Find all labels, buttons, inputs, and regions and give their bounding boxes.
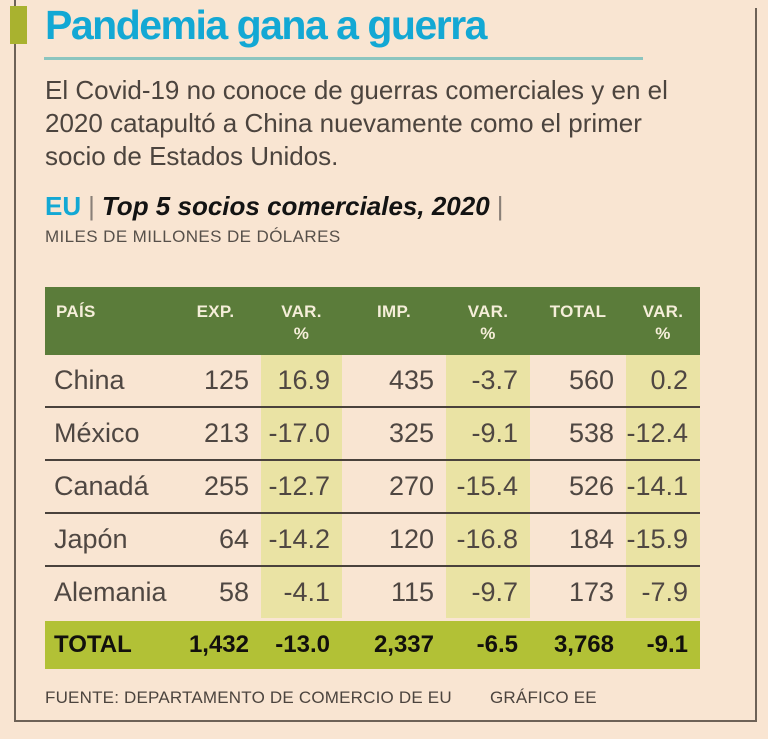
cell-var-exp: -14.2 <box>261 514 342 565</box>
cell-var-exp: -12.7 <box>261 461 342 512</box>
source-label: FUENTE: DEPARTAMENTO DE COMERCIO DE EU <box>45 688 452 707</box>
table-row-japon <box>45 512 700 565</box>
cell-var-total: 0.2 <box>626 355 700 406</box>
cell-var-imp: -9.1 <box>446 408 530 459</box>
frame-left-line <box>14 0 16 721</box>
col-header-exp-label: EXP. <box>196 302 235 321</box>
cell-var-total: -14.1 <box>626 461 700 512</box>
total-total: 3,768 <box>553 631 614 658</box>
subtitle-label: Top 5 socios comerciales, 2020 <box>101 191 490 221</box>
col-header-pais-label: PAÍS <box>56 302 96 321</box>
col-header-var-imp-label: VAR. <box>467 302 509 321</box>
cell-exp: 58 <box>218 577 249 607</box>
table-header-row <box>45 287 700 355</box>
total-var-total: -9.1 <box>646 631 688 658</box>
frame-right-line <box>755 8 757 721</box>
cell-total: 184 <box>568 524 614 554</box>
col-header-var-total-pct: % <box>655 324 671 343</box>
table-total-row <box>45 621 700 669</box>
cell-var-imp: -3.7 <box>446 355 530 406</box>
col-header-var-exp <box>261 287 342 355</box>
credit-label: GRÁFICO EE <box>490 688 597 707</box>
cell-exp: 255 <box>203 471 249 501</box>
table-row-mexico <box>45 406 700 459</box>
cell-total: 560 <box>568 365 614 395</box>
cell-var-imp: -9.7 <box>446 567 530 618</box>
cell-imp: 115 <box>390 577 434 607</box>
cell-pais: Canadá <box>54 471 149 501</box>
cell-total: 538 <box>568 418 614 448</box>
col-header-pais <box>45 287 170 355</box>
col-header-var-total-label: VAR. <box>642 302 684 321</box>
subtitle-pipe-2: | <box>496 191 504 221</box>
col-header-var-imp-pct: % <box>480 324 496 343</box>
cell-imp: 120 <box>388 524 434 554</box>
cell-var-exp: -4.1 <box>261 567 342 618</box>
frame-bottom-line <box>14 720 757 722</box>
title-underline <box>44 57 643 60</box>
cell-exp: 125 <box>203 365 249 395</box>
table-row-china <box>45 355 700 406</box>
cell-exp: 213 <box>203 418 249 448</box>
subtitle-pipe-1: | <box>88 191 95 221</box>
cell-var-imp: -16.8 <box>446 514 530 565</box>
cell-pais: México <box>54 418 140 448</box>
cell-var-exp: -17.0 <box>261 408 342 459</box>
col-header-var-exp-label: VAR. <box>281 302 322 321</box>
col-header-total-label: TOTAL <box>549 302 607 321</box>
total-var-exp: -13.0 <box>275 631 330 658</box>
col-header-var-exp-pct: % <box>293 324 310 343</box>
cell-var-exp: 16.9 <box>261 355 342 406</box>
subtitle-region: EU <box>45 191 82 221</box>
units-label: MILES DE MILLONES DE DÓLARES <box>45 227 341 246</box>
col-header-imp <box>342 287 446 355</box>
col-header-exp <box>170 287 261 355</box>
cell-total: 173 <box>568 577 614 607</box>
total-label: TOTAL <box>54 631 132 658</box>
cell-pais: Alemania <box>54 577 167 607</box>
cell-imp: 435 <box>388 365 434 395</box>
intro-paragraph: El Covid-19 no conoce de guerras comerciales y en el 2020 catapultó a China nuevamente como el primer socio de Estados Unidos. <box>45 75 668 171</box>
cell-total: 526 <box>568 471 614 501</box>
cell-pais: China <box>54 365 125 395</box>
col-header-var-imp <box>446 287 530 355</box>
total-exp: 1,432 <box>188 631 249 658</box>
table-row-alemania <box>45 565 700 618</box>
page-title: Pandemia gana a guerra <box>45 2 486 48</box>
chart-subtitle <box>45 191 510 222</box>
title-bullet-marker <box>10 6 27 44</box>
col-header-var-total <box>626 287 700 355</box>
cell-var-total: -7.9 <box>626 567 700 618</box>
cell-var-total: -15.9 <box>626 514 700 565</box>
col-header-total <box>530 287 626 355</box>
cell-var-imp: -15.4 <box>446 461 530 512</box>
total-imp: 2,337 <box>373 631 434 658</box>
cell-var-total: -12.4 <box>626 408 700 459</box>
cell-imp: 270 <box>388 471 434 501</box>
total-var-imp: -6.5 <box>476 631 518 658</box>
cell-pais: Japón <box>54 524 128 554</box>
col-header-imp-label: IMP. <box>377 302 411 321</box>
table-row-canada <box>45 459 700 512</box>
trade-table <box>45 287 700 669</box>
cell-exp: 64 <box>218 524 249 554</box>
cell-imp: 325 <box>388 418 434 448</box>
